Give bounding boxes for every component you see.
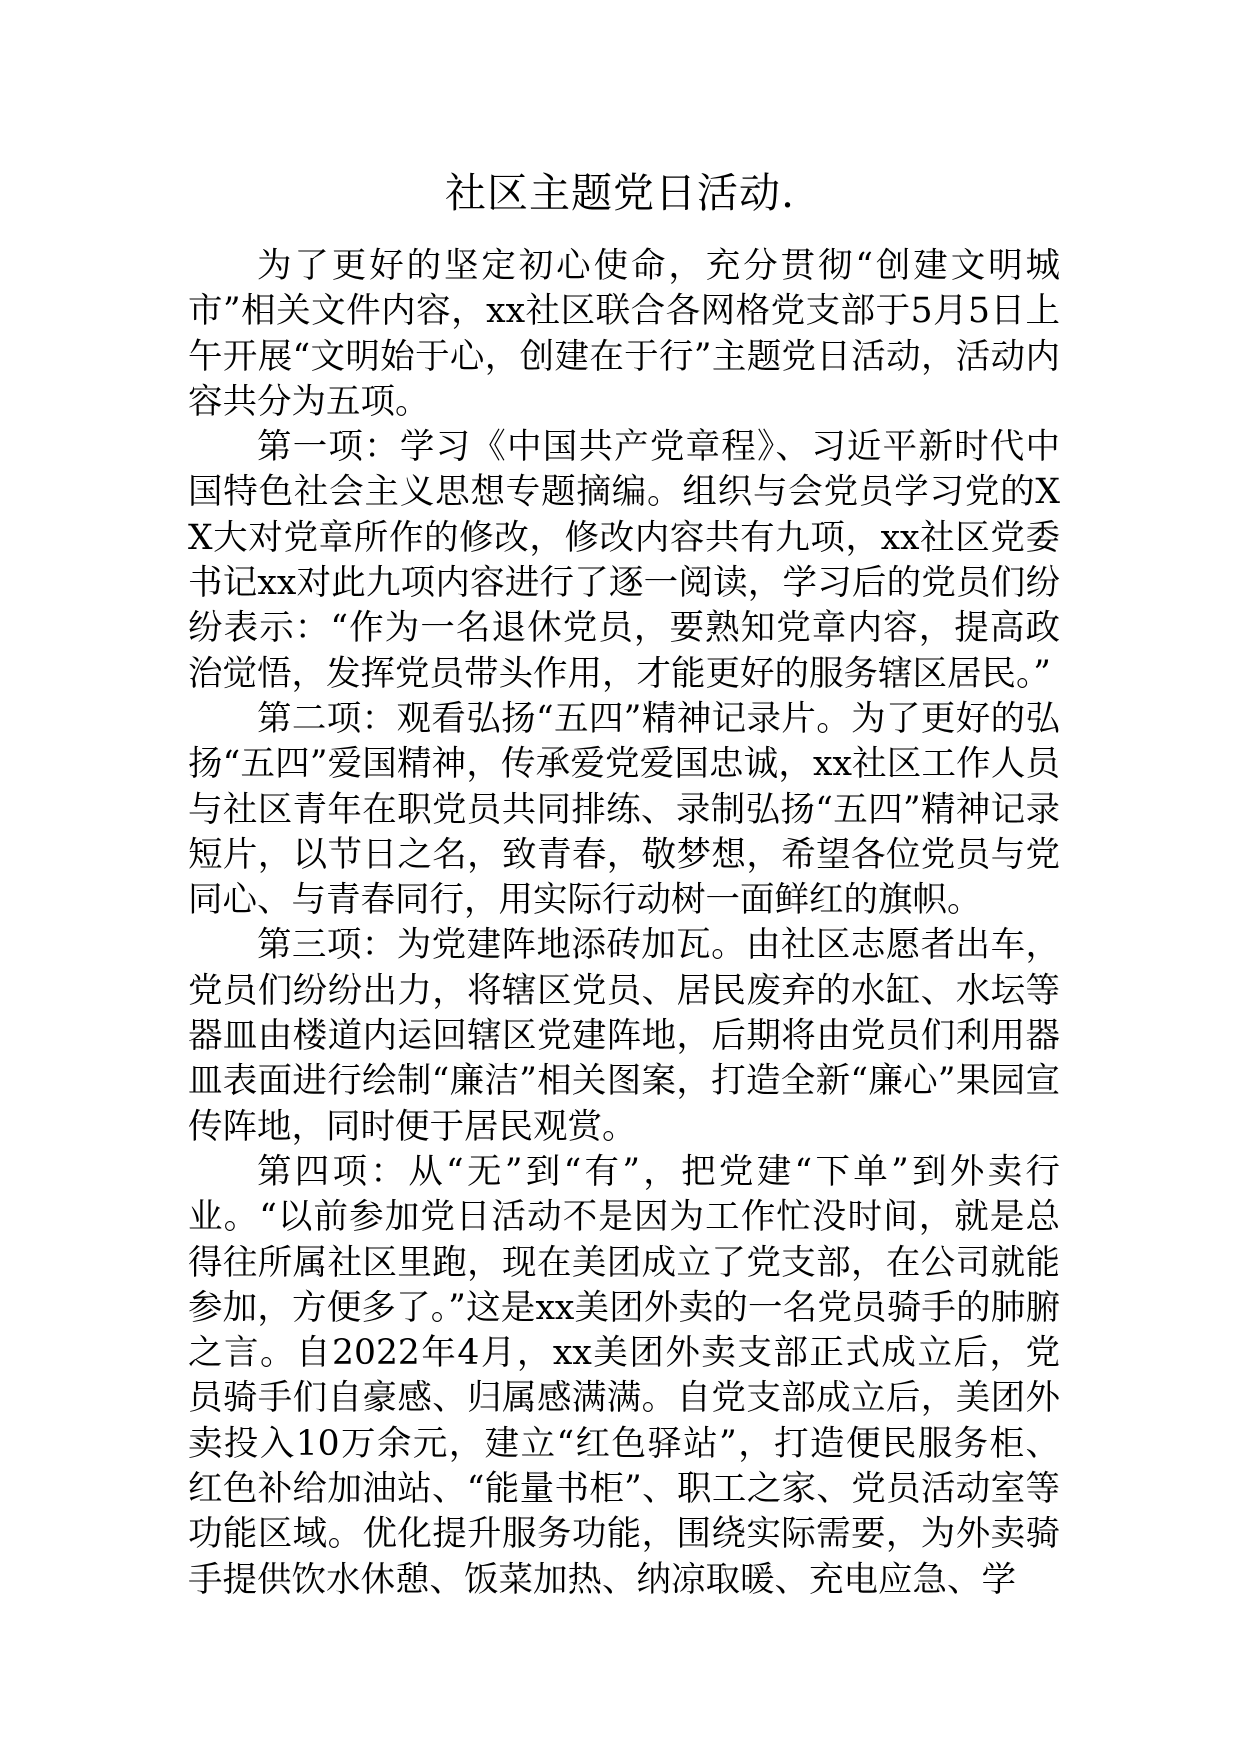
paragraph-item-3: 第三项：为党建阵地添砖加瓦。由社区志愿者出车，党员们纷纷出力，将辖区党员、居民废弃的水缸、水坛等器皿由楼道内运回辖区党建阵地，后期将由党员们利用器皿表面进行绘制“廉洁”相关图案，打造全新“廉心”果园宣传阵地，同时便于居民观赏。: [188, 925, 1060, 1147]
paragraph-item-4: 第四项：从“无”到“有”，把党建“下单”到外卖行业。“以前参加党日活动不是因为工作忙没时间，就是总得往所属社区里跑，现在美团成立了党支部，在公司就能参加，方便多了。”这是xx美团外卖的一名党员骑手的肺腑之言。自2022年4月，xx美团外卖支部正式成立后，党员骑手们自豪感、归属感满满。自党支部成立后，美团外卖投入10万余元，建立“红色驿站”，打造便民服务柜、红色补给加油站、“能量书柜”、职工之家、党员活动室等功能区域。优化提升服务功能，围绕实际需要，为外卖骑手提供饮水休憩、饭菜加热、纳凉取暖、充电应急、学: [188, 1151, 1060, 1600]
paragraph-item-1: 第一项：学习《中国共产党章程》、习近平新时代中国特色社会主义思想专题摘编。组织与会党员学习党的XX大对党章所作的修改，修改内容共有九项，xx社区党委书记xx对此九项内容进行了逐一阅读，学习后的党员们纷纷表示：“作为一名退休党员，要熟知党章内容，提高政治觉悟，发挥党员带头作用，才能更好的服务辖区居民。”: [188, 427, 1060, 694]
paragraph-intro: 为了更好的坚定初心使命，充分贯彻“创建文明城市”相关文件内容，xx社区联合各网格党支部于5月5日上午开展“文明始于心，创建在于行”主题党日活动，活动内容共分为五项。: [188, 246, 1060, 422]
document-title: 社区主题党日活动.: [444, 169, 796, 217]
paragraph-item-2: 第二项：观看弘扬“五四”精神记录片。为了更好的弘扬“五四”爱国精神，传承爱党爱国忠诚，xx社区工作人员与社区青年在职党员共同排练、录制弘扬“五四”精神记录短片，以节日之名，致青春，敬梦想，希望各位党员与党同心、与青春同行，用实际行动树一面鲜红的旗帜。: [188, 698, 1060, 921]
document-body: [188, 244, 1060, 1603]
